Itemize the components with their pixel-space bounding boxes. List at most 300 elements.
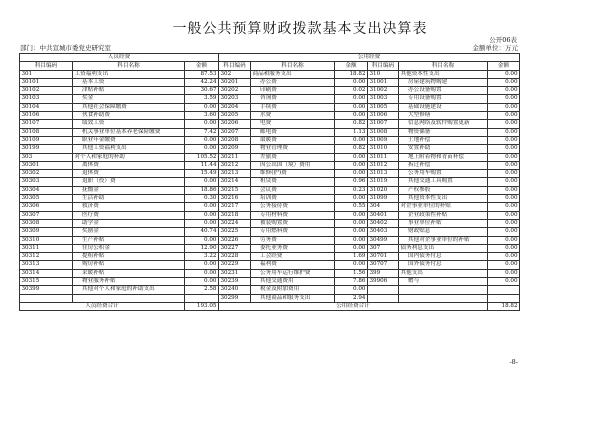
code-cell: 31020 <box>368 186 399 194</box>
code-cell: 30314 <box>20 269 73 277</box>
amount-cell: 1.69 <box>335 253 368 261</box>
code-cell: 30225 <box>219 228 251 236</box>
name-cell: 产权参股 <box>399 186 488 194</box>
name-cell: 房屋建筑物购建 <box>399 78 488 86</box>
amount-cell: 0.00 <box>335 244 368 252</box>
code-cell: 30401 <box>368 211 399 219</box>
name-cell: 国内债务付息 <box>399 253 488 261</box>
name-cell: 国外债务付息 <box>399 261 488 269</box>
amount-cell: 2.58 <box>185 286 219 294</box>
department-label: 部门：中共宣城市委党史研究室 <box>20 44 111 52</box>
name-cell: 绩效工资 <box>73 120 185 128</box>
amount-cell: 0.00 <box>488 95 520 103</box>
code-cell: 31010 <box>368 145 399 153</box>
public-total-label: 公用经费合计 <box>219 302 488 310</box>
name-cell <box>399 294 488 302</box>
name-cell: 其他工资福利支出 <box>73 145 185 153</box>
code-cell: 30215 <box>219 186 251 194</box>
col-header-amount-3: 金额 <box>488 62 520 70</box>
name-cell: 基本工资 <box>73 78 185 86</box>
code-cell: 302 <box>219 70 251 78</box>
name-cell: 维修(护)费 <box>251 170 335 178</box>
amount-cell: 0.00 <box>185 261 219 269</box>
name-cell: 医疗费 <box>73 211 185 219</box>
name-cell: 咨询费 <box>251 95 335 103</box>
name-cell: 赠与 <box>399 278 488 286</box>
code-cell: 30707 <box>368 261 399 269</box>
amount-cell: 0.00 <box>488 195 520 203</box>
amount-cell: 0.00 <box>488 219 520 227</box>
code-cell: 30304 <box>20 186 73 194</box>
code-cell: 30307 <box>20 211 73 219</box>
code-cell: 30308 <box>20 219 73 227</box>
amount-cell: 7.86 <box>335 278 368 286</box>
amount-cell: 0.00 <box>488 136 520 144</box>
amount-cell: 0.00 <box>335 161 368 169</box>
amount-cell: 0.00 <box>488 178 520 186</box>
table-row <box>20 219 520 227</box>
amount-cell: 0.00 <box>488 78 520 86</box>
table-row <box>20 211 520 219</box>
name-cell: 住房公积金 <box>73 244 185 252</box>
name-cell: 大型修缮 <box>399 112 488 120</box>
table-row <box>20 145 520 153</box>
name-cell: 会议费 <box>251 186 335 194</box>
code-cell: 30208 <box>219 136 251 144</box>
name-cell: 商品和服务支出 <box>251 70 335 78</box>
amount-cell: 15.49 <box>185 170 219 178</box>
name-cell: 退职（役）费 <box>73 178 185 186</box>
name-cell: 企业政策性补贴 <box>399 211 488 219</box>
code-cell: 30231 <box>219 269 251 277</box>
code-cell: 30206 <box>219 120 251 128</box>
amount-cell: 0.00 <box>335 112 368 120</box>
amount-cell: 0.82 <box>335 120 368 128</box>
amount-cell: 0.00 <box>488 128 520 136</box>
name-cell: 公务接待费 <box>251 203 335 211</box>
amount-cell: 0.00 <box>488 203 520 211</box>
amount-cell: 0.00 <box>488 244 520 252</box>
code-cell: 30102 <box>20 87 73 95</box>
amount-cell: 0.96 <box>335 178 368 186</box>
name-cell: 助学金 <box>73 219 185 227</box>
amount-cell: 0.00 <box>185 103 219 111</box>
name-cell: 物业服务补贴 <box>73 278 185 286</box>
code-cell: 30207 <box>219 128 251 136</box>
code-cell: 30228 <box>219 253 251 261</box>
amount-cell: 0.00 <box>488 145 520 153</box>
amount-cell: 0.55 <box>335 203 368 211</box>
code-cell: 30306 <box>20 203 73 211</box>
amount-cell: 0.00 <box>185 278 219 286</box>
amount-cell: 0.00 <box>335 219 368 227</box>
amount-cell: 0.00 <box>488 87 520 95</box>
code-cell: 301 <box>20 70 73 78</box>
name-cell: 信息网络及软件购置更新 <box>399 120 488 128</box>
table-row <box>20 178 520 186</box>
name-cell: 公务用车购置 <box>399 170 488 178</box>
name-cell: 退休费 <box>73 170 185 178</box>
name-cell: 因公出国（境）费用 <box>251 161 335 169</box>
col-header-name-2: 科目名称 <box>251 62 335 70</box>
code-cell: 30302 <box>20 170 73 178</box>
col-header-amount: 金额 <box>185 62 219 70</box>
name-cell: 委托业务费 <box>251 244 335 252</box>
amount-cell: 0.00 <box>488 170 520 178</box>
code-cell: 31002 <box>368 87 399 95</box>
name-cell: 物资储备 <box>399 128 488 136</box>
code-cell: 30213 <box>219 170 251 178</box>
name-cell: 电费 <box>251 120 335 128</box>
amount-cell: 3.59 <box>185 95 219 103</box>
amount-cell: 0.00 <box>488 278 520 286</box>
code-cell: 30214 <box>219 178 251 186</box>
name-cell: 提租补贴 <box>73 253 185 261</box>
amount-cell: 0.00 <box>335 78 368 86</box>
code-cell: 30211 <box>219 153 251 161</box>
table-row <box>20 294 520 302</box>
code-cell: 30226 <box>219 236 251 244</box>
amount-cell <box>488 286 520 294</box>
code-cell: 30107 <box>20 120 73 128</box>
name-cell: 税金及附加费用 <box>251 286 335 294</box>
name-cell: 邮电费 <box>251 128 335 136</box>
amount-cell: 0.02 <box>335 87 368 95</box>
table-row <box>20 278 520 286</box>
amount-cell: 0.00 <box>335 236 368 244</box>
table-row <box>20 186 520 194</box>
amount-cell: 0.00 <box>185 203 219 211</box>
table-row <box>20 78 520 86</box>
amount-cell: 0.00 <box>488 228 520 236</box>
code-cell: 30201 <box>219 78 251 86</box>
amount-cell: 0.00 <box>335 286 368 294</box>
code-cell: 30103 <box>20 95 73 103</box>
name-cell: 专用燃料费 <box>251 228 335 236</box>
name-cell: 劳务费 <box>251 236 335 244</box>
amount-cell: 42.24 <box>185 78 219 86</box>
code-cell: 310 <box>368 70 399 78</box>
table-row <box>20 253 520 261</box>
amount-cell: 3.22 <box>185 253 219 261</box>
amount-cell: 87.53 <box>185 70 219 78</box>
amount-cell: 0.00 <box>335 170 368 178</box>
code-cell: 30239 <box>219 278 251 286</box>
code-cell: 30199 <box>20 145 73 153</box>
name-cell: 其他资本性支出 <box>399 70 488 78</box>
name-cell: 培训费 <box>251 195 335 203</box>
amount-cell: 0.00 <box>185 269 219 277</box>
name-cell: 取暖费 <box>251 136 335 144</box>
name-cell: 对个人和家庭的补助 <box>73 153 185 161</box>
amount-cell: 0.00 <box>335 95 368 103</box>
form-number: 公开06表 <box>489 36 517 44</box>
col-header-code-3: 科目编码 <box>368 62 399 70</box>
amount-cell: 0.23 <box>335 186 368 194</box>
amount-cell: 0.00 <box>488 120 520 128</box>
code-cell: 30227 <box>219 244 251 252</box>
name-cell: 其他对企事业单位的补贴 <box>399 236 488 244</box>
table-row <box>20 195 520 203</box>
amount-cell: 0.00 <box>335 228 368 236</box>
amount-cell: 0.00 <box>488 112 520 120</box>
amount-cell: 0.00 <box>185 219 219 227</box>
amount-cell: 105.52 <box>185 153 219 161</box>
amount-cell: 0.00 <box>488 261 520 269</box>
table-row <box>20 236 520 244</box>
expenditure-table <box>19 53 520 311</box>
name-cell: 土地补偿 <box>399 136 488 144</box>
amount-cell: 0.00 <box>185 236 219 244</box>
table-row <box>20 128 520 136</box>
name-cell: 奖励金 <box>73 228 185 236</box>
table-row <box>20 244 520 252</box>
amount-cell: 0.00 <box>335 261 368 269</box>
amount-cell: 18.82 <box>335 70 368 78</box>
page-title: 一般公共预算财政拨款基本支出决算表 <box>172 21 428 37</box>
code-cell: 31099 <box>368 195 399 203</box>
amount-cell: 11.44 <box>185 161 219 169</box>
name-cell: 购房补贴 <box>73 261 185 269</box>
amount-cell: 0.00 <box>185 120 219 128</box>
name-cell: 职业年金缴费 <box>73 136 185 144</box>
code-cell: 31003 <box>368 95 399 103</box>
code-cell: 30217 <box>219 203 251 211</box>
name-cell: 离休费 <box>73 161 185 169</box>
amount-cell: 0.00 <box>488 236 520 244</box>
code-cell: 30240 <box>219 286 251 294</box>
code-cell: 30305 <box>20 195 73 203</box>
code-cell: 30216 <box>219 195 251 203</box>
table-row <box>20 87 520 95</box>
code-cell: 30311 <box>20 244 73 252</box>
code-cell: 31008 <box>368 128 399 136</box>
amount-cell: 12.90 <box>185 244 219 252</box>
amount-cell: 0.00 <box>488 70 520 78</box>
code-cell: 30315 <box>20 278 73 286</box>
name-cell: 拆迁补偿 <box>399 161 488 169</box>
amount-cell: 0.00 <box>185 136 219 144</box>
amount-cell: 0.00 <box>185 211 219 219</box>
code-cell: 30205 <box>219 112 251 120</box>
code-cell: 30209 <box>219 145 251 153</box>
amount-cell: 0.00 <box>488 186 520 194</box>
name-cell: 抚恤金 <box>73 186 185 194</box>
code-cell: 39906 <box>368 278 399 286</box>
col-header-name-3: 科目名称 <box>399 62 488 70</box>
amount-cell <box>488 294 520 302</box>
amount-cell: 0.00 <box>488 269 520 277</box>
code-cell: 31009 <box>368 136 399 144</box>
table-row <box>20 286 520 294</box>
name-cell: 地上附着物和青苗补偿 <box>399 153 488 161</box>
table-row <box>20 203 520 211</box>
name-cell: 水费 <box>251 112 335 120</box>
amount-cell: 0.82 <box>335 145 368 153</box>
name-cell: 其他交通费用 <box>251 278 335 286</box>
amount-cell: 18.86 <box>185 186 219 194</box>
code-cell: 30499 <box>368 236 399 244</box>
code-cell: 31007 <box>368 120 399 128</box>
amount-cell: 0.00 <box>335 195 368 203</box>
col-header-amount-2: 金额 <box>335 62 368 70</box>
code-cell: 30109 <box>20 136 73 144</box>
section-header-public: 公用经费 <box>219 54 520 62</box>
personnel-total-label: 人员经费合计 <box>20 302 185 310</box>
code-cell: 31001 <box>368 78 399 86</box>
name-cell: 事业单位补贴 <box>399 219 488 227</box>
table-row <box>20 112 520 120</box>
code-cell: 31013 <box>368 170 399 178</box>
code-cell: 30313 <box>20 261 73 269</box>
code-cell: 30303 <box>20 178 73 186</box>
amount-cell: 0.00 <box>335 153 368 161</box>
amount-cell: 7.42 <box>185 128 219 136</box>
name-cell: 其他社会保障缴费 <box>73 103 185 111</box>
page-number: -8- <box>509 358 518 366</box>
name-cell: 财政贴息 <box>399 228 488 236</box>
name-cell <box>399 286 488 294</box>
public-total-value: 18.82 <box>488 302 520 310</box>
name-cell: 租赁费 <box>251 178 335 186</box>
table-row <box>20 120 520 128</box>
amount-cell: 1.56 <box>335 269 368 277</box>
code-cell: 303 <box>20 153 73 161</box>
code-cell <box>368 286 399 294</box>
name-cell: 其他支出 <box>399 269 488 277</box>
amount-unit-label: 金额单位：万元 <box>472 44 518 52</box>
code-cell: 31005 <box>368 103 399 111</box>
code-cell: 30299 <box>219 294 251 302</box>
code-cell: 30403 <box>368 228 399 236</box>
amount-cell: 1.13 <box>335 128 368 136</box>
name-cell: 奖金 <box>73 95 185 103</box>
code-cell: 30203 <box>219 95 251 103</box>
name-cell: 其他对个人和家庭的补助支出 <box>73 286 185 294</box>
name-cell: 债务利息支出 <box>399 244 488 252</box>
code-cell: 30301 <box>20 161 73 169</box>
code-cell: 30218 <box>219 211 251 219</box>
code-cell: 30309 <box>20 228 73 236</box>
table-row <box>20 103 520 111</box>
code-cell: 304 <box>368 203 399 211</box>
code-cell: 30204 <box>219 103 251 111</box>
amount-cell: 0.00 <box>488 161 520 169</box>
code-cell: 30104 <box>20 103 73 111</box>
code-cell: 31006 <box>368 112 399 120</box>
name-cell: 机关事业单位基本养老保险缴费 <box>73 128 185 136</box>
amount-cell: 0.00 <box>335 103 368 111</box>
amount-cell: 0.00 <box>335 136 368 144</box>
name-cell: 工会经费 <box>251 253 335 261</box>
code-cell: 30101 <box>20 78 73 86</box>
table-row <box>20 161 520 169</box>
amount-cell: 0.00 <box>488 153 520 161</box>
amount-cell: 0.00 <box>488 103 520 111</box>
name-cell: 伙食补助费 <box>73 112 185 120</box>
name-cell: 办公设备购置 <box>399 87 488 95</box>
name-cell: 手续费 <box>251 103 335 111</box>
amount-cell <box>185 294 219 302</box>
amount-cell: 2.94 <box>335 294 368 302</box>
col-header-code-2: 科目编码 <box>219 62 251 70</box>
table-row <box>20 70 520 78</box>
name-cell: 生产补贴 <box>73 236 185 244</box>
name-cell: 印刷费 <box>251 87 335 95</box>
name-cell: 其他交通工具购置 <box>399 178 488 186</box>
name-cell: 差旅费 <box>251 153 335 161</box>
name-cell: 公务用车运行维护费 <box>251 269 335 277</box>
code-cell: 31019 <box>368 178 399 186</box>
name-cell: 其他商品和服务支出 <box>251 294 335 302</box>
amount-cell: 30.67 <box>185 87 219 95</box>
table-row <box>20 153 520 161</box>
code-cell: 30312 <box>20 253 73 261</box>
col-header-name: 科目名称 <box>73 62 185 70</box>
code-cell: 30310 <box>20 236 73 244</box>
code-cell: 30229 <box>219 261 251 269</box>
amount-cell: 0.00 <box>335 211 368 219</box>
code-cell: 307 <box>368 244 399 252</box>
table-row <box>20 170 520 178</box>
code-cell <box>368 294 399 302</box>
code-cell: 30106 <box>20 112 73 120</box>
code-cell <box>20 294 73 302</box>
name-cell: 其他资本性支出 <box>399 195 488 203</box>
code-cell: 30202 <box>219 87 251 95</box>
code-cell: 30701 <box>368 253 399 261</box>
name-cell: 对企事业单位的补贴 <box>399 203 488 211</box>
amount-cell: 0.00 <box>185 178 219 186</box>
name-cell: 物业管理费 <box>251 145 335 153</box>
name-cell: 采暖补贴 <box>73 269 185 277</box>
name-cell: 安置补助 <box>399 145 488 153</box>
name-cell: 津贴补贴 <box>73 87 185 95</box>
name-cell: 被装购置费 <box>251 219 335 227</box>
code-cell: 30399 <box>20 286 73 294</box>
amount-cell: 0.00 <box>488 253 520 261</box>
table-row <box>20 136 520 144</box>
amount-cell: 0.00 <box>185 145 219 153</box>
section-header-personnel: 人员经费 <box>20 54 219 62</box>
code-cell: 30108 <box>20 128 73 136</box>
code-cell: 30402 <box>368 219 399 227</box>
name-cell: 办公费 <box>251 78 335 86</box>
name-cell: 专用材料费 <box>251 211 335 219</box>
name-cell: 生活补助 <box>73 195 185 203</box>
amount-cell: 40.74 <box>185 228 219 236</box>
name-cell: 福利费 <box>251 261 335 269</box>
name-cell: 救济费 <box>73 203 185 211</box>
name-cell: 工资福利支出 <box>73 70 185 78</box>
name-cell: 专用设备购置 <box>399 95 488 103</box>
col-header-code: 科目编码 <box>20 62 73 70</box>
table-row <box>20 269 520 277</box>
table-row <box>20 95 520 103</box>
amount-cell: 0.30 <box>185 195 219 203</box>
code-cell: 31011 <box>368 153 399 161</box>
name-cell: 基础设施建设 <box>399 103 488 111</box>
code-cell: 31012 <box>368 161 399 169</box>
table-row <box>20 261 520 269</box>
amount-cell: 0.00 <box>488 211 520 219</box>
code-cell: 30212 <box>219 161 251 169</box>
name-cell <box>73 294 185 302</box>
code-cell: 30224 <box>219 219 251 227</box>
code-cell: 399 <box>368 269 399 277</box>
amount-cell: 3.60 <box>185 112 219 120</box>
table-row <box>20 228 520 236</box>
